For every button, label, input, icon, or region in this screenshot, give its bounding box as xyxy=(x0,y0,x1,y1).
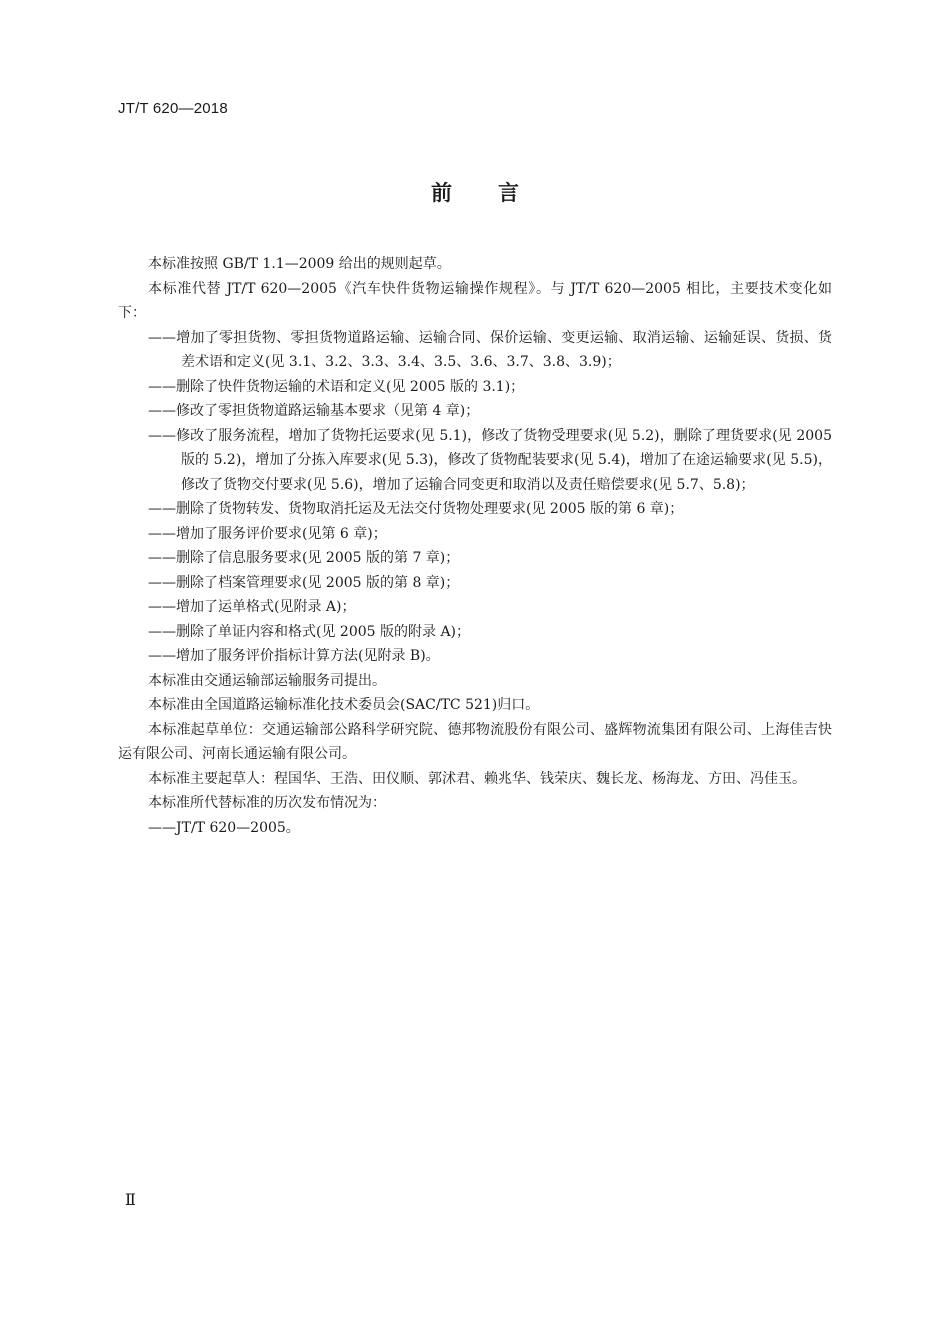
list-item: ——删除了单证内容和格式(见 2005 版的附录 A)； xyxy=(148,623,471,640)
list-item: ——增加了运单格式(见附录 A)； xyxy=(148,599,356,615)
list-item: ——增加了服务评价要求(见第 6 章)； xyxy=(148,525,387,542)
list-item: ——修改了服务流程，增加了货物托运要求(见 5.1)，修改了货物受理要求(见 5.2)，删除了理货要求(见 2005 版的 5.2)，增加了分拣入库要求(见 5.3)，修改了货物配装要求(见 5.4)，增加了在途运输要求(见 5.5)，修改了货物交付要求(见 5.6)，增加了运输合同变更和取消以及责任赔偿要求(见 5.7、5.8)； xyxy=(148,427,832,493)
list-item: ——删除了快件货物运输的术语和定义(见 2005 版的 3.1)； xyxy=(148,378,525,395)
paragraph-history-intro: 本标准所代替标准的历次发布情况为： xyxy=(148,795,386,811)
list-item: ——删除了档案管理要求(见 2005 版的第 8 章)； xyxy=(148,574,460,591)
paragraph-proposer: 本标准由交通运输部运输服务司提出。 xyxy=(148,672,386,689)
paragraph-drafting-units: 本标准起草单位：交通运输部公路科学研究院、德邦物流股份有限公司、盛辉物流集团有限公司、上海佳吉快运有限公司、河南长通运输有限公司。 xyxy=(118,721,832,762)
paragraph-drafters: 本标准主要起草人：程国华、王浩、田仪顺、郭沭君、赖兆华、钱荣庆、魏长龙、杨海龙、方田、冯佳玉。 xyxy=(148,770,806,787)
list-item: ——修改了零担货物道路运输基本要求（见第 4 章)； xyxy=(148,403,480,419)
paragraph-replacement: 本标准代替 JT/T 620—2005《汽车快件货物运输操作规程》。与 JT/T 620—2005 相比，主要技术变化如下： xyxy=(118,280,832,321)
list-item: ——增加了服务评价指标计算方法(见附录 B)。 xyxy=(148,648,440,664)
page-title: 前言 xyxy=(431,181,565,205)
foreword-body xyxy=(118,252,832,840)
history-item: ——JT/T 620—2005。 xyxy=(148,819,300,836)
list-item: ——增加了零担货物、零担货物道路运输、运输合同、保价运输、变更运输、取消运输、运输延误、货损、货差术语和定义(见 3.1、3.2、3.3、3.4、3.5、3.6、3.7、3.8、3.9)； xyxy=(148,329,832,370)
standard-code: JT/T 620—2018 xyxy=(118,100,228,117)
paragraph-committee: 本标准由全国道路运输标准化技术委员会(SAC/TC 521)归口。 xyxy=(148,697,540,713)
list-item: ——删除了货物转发、货物取消托运及无法交付货物处理要求(见 2005 版的第 6 章)； xyxy=(148,501,684,517)
list-item: ——删除了信息服务要求(见 2005 版的第 7 章)； xyxy=(148,550,460,566)
page-number: Ⅱ xyxy=(125,1190,136,1209)
paragraph-drafting-rules: 本标准按照 GB/T 1.1—2009 给出的规则起草。 xyxy=(148,256,451,272)
